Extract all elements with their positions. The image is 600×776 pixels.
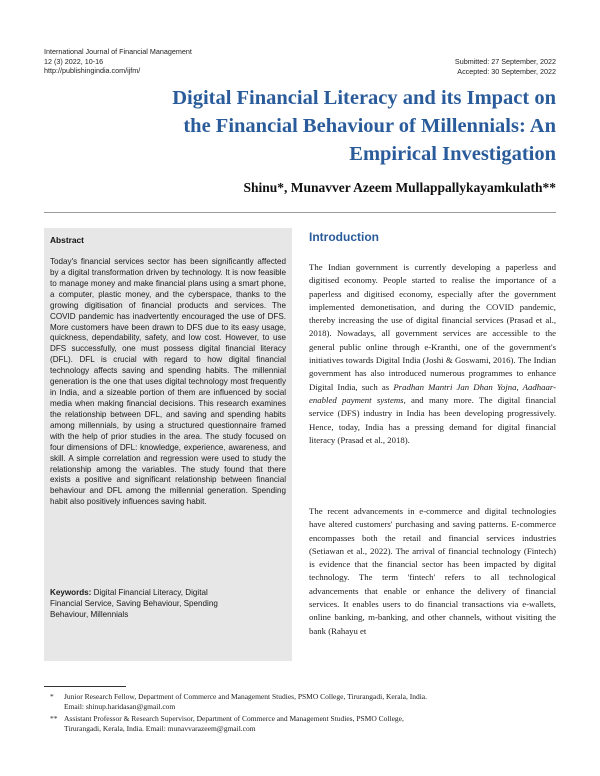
footnote-affiliation: Assistant Professor & Research Supervisor, Department of Commerce and Management Studies, PSMO College,	[64, 714, 404, 724]
abstract-line: between DFL, and saving and spending habits among	[50, 409, 286, 430]
journal-issue: 12 (3) 2022, 10-16	[44, 56, 104, 66]
footnote	[44, 692, 556, 713]
text-line: and other channels, without visiting the bank (Rahayu et	[309, 612, 556, 636]
article-title	[80, 84, 556, 168]
journal-url[interactable]: http://publishingindia.com/ijfm/	[44, 66, 141, 75]
text-line: Digital India (Joshi & Goswami, 2016). The Indian	[375, 355, 556, 366]
text-line: thereby increasing the use of digital financial services	[309, 315, 504, 326]
keywords	[50, 588, 286, 621]
abstract-box	[44, 228, 292, 661]
scheme-name: Pradhan Mantri Jan	[393, 381, 470, 392]
abstract-line: the use of DFS. More customers have been drawn to	[50, 311, 287, 332]
keywords-line: Financial Service, Saving Behaviour, Spending	[50, 598, 218, 608]
abstract-line: millennials, by using a structured questionnaire framed	[78, 420, 287, 430]
abstract-line: Today's financial services sector has been significantly	[50, 257, 254, 266]
abstract-line: among the variables. The study found that there exists	[50, 464, 286, 485]
title-line: Digital Financial Literacy and its Impact on	[172, 87, 556, 109]
submitted-date: Submitted: 27 September, 2022	[454, 57, 556, 66]
text-line: transactions via e-wallets, online banking, m-banking,	[309, 599, 556, 623]
abstract-line: is crucial with regard to how digital financial technology	[50, 355, 286, 376]
abstract-line: technology. It is now feasible to manage money and	[50, 267, 286, 288]
footnote-email: Tirurangadi, Kerala, India. Email: munavvarazeem@gmail.com	[64, 724, 256, 734]
footnote-mark: **	[50, 714, 58, 724]
abstract-line: behaviour and DFL among the millennial generation.	[50, 486, 248, 496]
text-line: technology. The term 'fintech' refers to all technological	[309, 572, 556, 583]
abstract-heading: Abstract	[50, 235, 84, 245]
accepted-date: Accepted: 30 September, 2022	[457, 66, 556, 76]
text-line: are accessible to the general public online through	[309, 328, 556, 352]
abstract-line: affected by a digital transformation driven by	[50, 257, 287, 277]
text-line: technologies have altered customers' purchasing and	[309, 506, 556, 530]
introduction-heading: Introduction	[309, 230, 379, 244]
footnote-mark: *	[50, 692, 54, 701]
text-line: in India has been developing progressively. Hence, today,	[309, 408, 557, 432]
scheme-name: Dhan Yojna, Aadhaar-enabled payment systems	[309, 381, 556, 405]
submission-dates	[455, 57, 556, 76]
footnotes	[44, 692, 556, 736]
text-line: that the financial sector has been impacted by digital	[354, 559, 557, 570]
abstract-line: safety, and low cost. However, to use DFS successfully,	[50, 333, 287, 354]
abstract-line: with the help of prior studies in the area. The study	[50, 431, 242, 441]
abstract-line: experience, awareness, and skill. A simple correlation	[50, 442, 286, 463]
text-line: The arrival of financial technology (Fintech) is evidence	[309, 545, 556, 570]
abstract-text	[50, 257, 286, 508]
keywords-line: Behaviour, Millennials	[50, 609, 129, 619]
text-line: saving patterns. E-commerce encompasses both the retail	[309, 519, 557, 543]
abstract-line: one must possess digital financial literacy (DFL). DFL	[50, 344, 287, 365]
intro-paragraph-1	[309, 261, 556, 447]
text-line: , and	[403, 394, 424, 405]
abstract-line: Spending habit also positively influences saving habit.	[50, 486, 286, 507]
keywords-label: Keywords:	[50, 588, 92, 597]
journal-name: International Journal of Financial Management	[44, 47, 192, 56]
title-line: Empirical Investigation	[349, 143, 556, 165]
abstract-line: a positive and significant relationship between financial	[75, 475, 287, 485]
text-line: realise the importance of a paperless and digitised	[309, 275, 557, 299]
title-line: the Financial Behaviour of Millennials: An	[183, 115, 556, 137]
abstract-line: The COVID pandemic has inadvertently encouraged	[50, 300, 286, 321]
abstract-line: affects saving and spending habits. The millennial	[93, 366, 287, 376]
header-divider	[44, 212, 556, 213]
text-line: India has a pressing demand for digital financial literacy	[309, 421, 557, 445]
footnote-email: Email: shinup.haridasan@gmail.com	[64, 702, 176, 712]
abstract-line: influenced by social media when making financial	[50, 388, 286, 408]
text-line: The Indian government is currently developing a	[309, 262, 500, 272]
footnote-divider	[44, 686, 126, 687]
text-line: economy, especially after the government implemented	[309, 288, 557, 312]
text-line: advancements that enable or enhance the delivery	[309, 585, 507, 596]
abstract-line: decisions. This research examines the relationship	[50, 398, 286, 419]
footnote-affiliation: Junior Research Fellow, Department of Commerce and Management Studies, PSMO College, Tirurangadi, Kerala, India.	[64, 692, 427, 701]
text-line: many more. The digital financial service (DFS) industry	[309, 394, 557, 419]
text-line: demonetisation, and during the COVID pandemic,	[360, 301, 556, 312]
text-line: The recent advancements in e-commerce and digital	[309, 506, 508, 516]
intro-paragraph-2	[309, 505, 556, 638]
footnote	[44, 714, 556, 735]
abstract-line: generation is the one that uses digital technology most	[50, 377, 248, 387]
text-line: (Prasad et al., 2018). Nowadays, all government services	[309, 315, 557, 339]
abstract-line: and regression were used to study the relationship	[50, 453, 286, 474]
journal-info	[44, 47, 192, 76]
text-line: to enhance Digital India, such as	[309, 368, 557, 392]
abstract-line: frequently in India, and a sizeable portion of them are	[50, 377, 286, 398]
text-line: paperless and digitised economy. People started to	[309, 262, 556, 286]
text-line: (Prasad et al., 2018).	[337, 434, 410, 445]
text-line: e-Kranthi, one of the government's initiatives towards	[309, 341, 556, 366]
text-line: of financial services. It enables users to do financial	[309, 585, 557, 610]
article-authors: Shinu*, Munavver Azeem Mullappallykayamkulath**	[243, 180, 556, 195]
abstract-line: make financial plans using a smart phone, a computer,	[50, 278, 286, 299]
abstract-line: growing digitisation of financial products and services.	[50, 300, 267, 310]
abstract-line: focused on four dimensions of DFL: knowledge,	[50, 431, 287, 452]
text-line: government has also introduced numerous programmes	[309, 368, 513, 379]
keywords-line: Digital Financial Literacy, Digital	[91, 588, 208, 597]
abstract-line: plastic money, and the cyberspace, thanks to the	[98, 289, 286, 299]
text-line: and financial services industries (Setiawan et al., 2022).	[309, 532, 557, 556]
abstract-line: DFS due to its easy usage, quickness, dependability,	[50, 322, 287, 343]
